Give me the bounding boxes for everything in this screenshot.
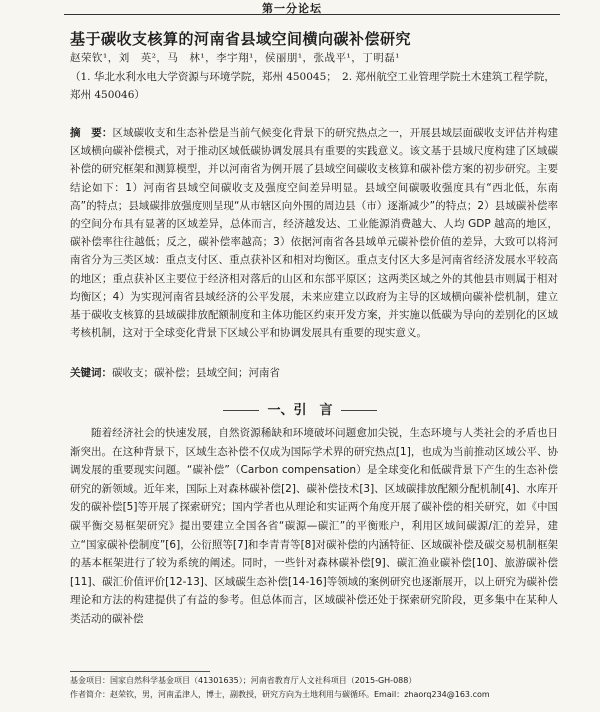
section-heading [0, 399, 600, 418]
keywords-label: 关键词： [70, 367, 112, 379]
keywords [70, 365, 280, 380]
intro-paragraph: 随着经济社会的快速发展，自然资源稀缺和环境破坏问题愈加尖锐，生态环境与人类社会的矛盾也日渐突出。在这种背景下，区域生态补偿不仅成为国际学术界的研究热点[1]，也成为当前推动区域公平、协调发展的重要现实问题。“碳补偿”（Carbon compensation）是全球变化和低碳背景下产生的生态补偿研究的新领域。近年来，国际上对森林碳补偿[2]、碳补偿技术[3]、区域碳排放配额分配机制[4]、水库开发的碳补偿[5]等开展了探索研究；国内学者也从理论和实证两个角度开展了碳补偿的相关研究，如《中国碳平衡交易框架研究》提出要建立全国各省“碳源—碳汇”的平衡账户，利用区域间碳源/汇的差异，建立“国家碳补偿制度”[6]，公衍照等[7]和李青青等[8]对碳补偿的内涵特征、区域碳补偿及碳交易机制框架的基本框架进行了较为系统的阐述。同时，一些针对森林碳补偿[9]、碳汇渔业碳补偿[10]、旅游碳补偿[11]、碳汇价值评价[12-13]、区域碳生态补偿[14-16]等领域的案例研究也逐渐展开，以上研究为碳补偿理论和方法的构建提供了有益的参考。但总体而言，区域碳补偿还处于探索研究阶段，更多集中在某种人类活动的碳补偿 [70, 427, 558, 625]
abstract-text: 区域碳收支和生态补偿是当前气候变化背景下的研究热点之一，开展县域层面碳收支评估并构建区域横向碳补偿模式，对于推动区域低碳协调发展具有重要的实践意义。该文基于县域尺度构建了区域碳补偿的研究框架和测算模型，并以河南省为例开展了县域空间碳收支核算和碳补偿方案的初步研究。主要结论如下：1）河南省县域空间碳收支及强度空间差异明显。县域空间碳吸收强度具有“西北低，东南高”的特点；县域碳排放强度则呈现“从市辖区向外围的周边县（市）逐渐减少”的特点；2）县域碳补偿率的空间分布具有显著的区域差异，总体而言，经济越发达、工业能源消费越大、人均 GDP 越高的地区，碳补偿率往往越低；反之，碳补偿率越高；3）依据河南省各县域单元碳补偿价值的差异，大致可以将河南省分为三类区域：重点支付区、重点获补区和相对均衡区。重点支付区大多是河南省经济发展水平较高的地区；重点获补区主要位于经济相对落后的山区和东部平原区；这两类区域之外的其他县市则属于相对均衡区；4）为实现河南省县域经济的公平发展，未来应建立以政府为主导的区域横向碳补偿机制，建立基于碳收支核算的县域碳排放配额制度和主体功能区约束开发方案，并实施以低碳为导向的差别化的区域考核机制，这对于全球变化背景下区域公平和协调发展具有重要的现实意义。 [70, 127, 559, 340]
author-list: 赵荣钦¹，刘 英²，马 林¹，李宇翔¹，侯丽朋¹，张战平¹，丁明磊¹ [70, 52, 400, 64]
abstract [70, 124, 558, 342]
abstract-label: 摘 要： [70, 127, 113, 139]
section-heading-text: 一、引 言 [267, 403, 333, 418]
keywords-text: 碳收支；碳补偿；县域空间；河南省 [112, 367, 280, 379]
funding-note: 基金项目：国家自然科学基金项目（41301635）；河南省教育厅人文社科项目（2015-GH-088） [70, 676, 417, 685]
article-title: 基于碳收支核算的河南省县域空间横向碳补偿研究 [70, 30, 412, 48]
author-info-note: 作者简介：赵荣钦，男，河南孟津人，博士，副教授，研究方向为土地利用与碳循环。Email：zhaorq234@163.com [70, 690, 490, 699]
footnote [70, 674, 558, 702]
heading-rule-right [341, 410, 377, 411]
heading-rule-left [223, 410, 259, 411]
section-tag: 第一分论坛 [262, 2, 322, 15]
affiliations: （1. 华北水利水电大学资源与环境学院，郑州 450045； 2. 郑州航空工业管理学院土木建筑工程学院，郑州 450046） [70, 71, 555, 101]
header-rule [64, 14, 560, 15]
footnote-rule [70, 671, 210, 672]
